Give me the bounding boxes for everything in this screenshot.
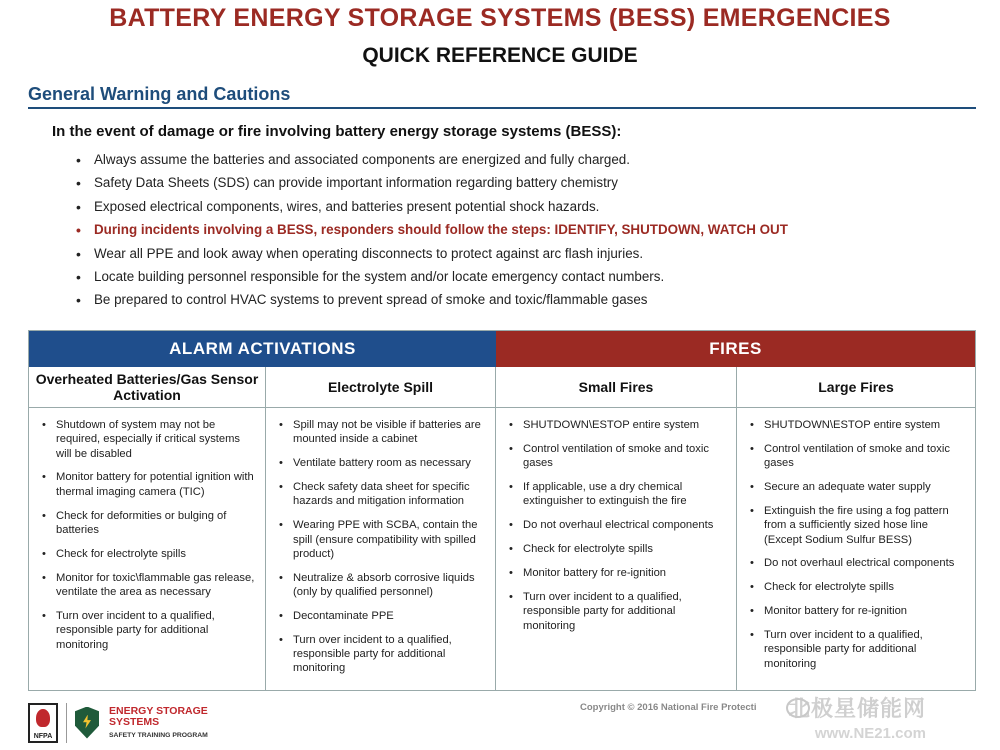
list-item: • Turn over incident to a qualified, responsible party for additional monitoring <box>39 609 257 652</box>
list-item: • Wearing PPE with SCBA, contain the spill (ensure compatibility with spilled product) <box>276 518 487 561</box>
reference-table <box>28 330 976 691</box>
page-title: BATTERY ENERGY STORAGE SYSTEMS (BESS) EMERGENCIES <box>109 4 891 32</box>
list-item: • Monitor battery for re-ignition <box>747 604 967 618</box>
copyright-text: Copyright © 2016 National Fire Protecti <box>580 702 757 713</box>
section-divider <box>28 107 976 109</box>
list-item: • Do not overhaul electrical components <box>506 518 728 532</box>
logo-divider <box>66 703 67 743</box>
warning-item: • Always assume the batteries and associated components are energized and fully charged. <box>74 150 974 173</box>
list-item: • Monitor battery for re-ignition <box>506 566 728 580</box>
list-item: • Turn over incident to a qualified, responsible party for additional monitoring <box>506 590 728 633</box>
list-item: • Shutdown of system may not be required, especially if critical systems will be disabled <box>39 418 257 461</box>
warning-item: • Safety Data Sheets (SDS) can provide important information regarding battery chemistry <box>74 173 974 196</box>
list-item: • SHUTDOWN\ESTOP entire system <box>506 418 728 432</box>
list-item: • Check safety data sheet for specific hazards and mitigation information <box>276 480 487 509</box>
list-item: • SHUTDOWN\ESTOP entire system <box>747 418 967 432</box>
list-item: • Turn over incident to a qualified, responsible party for additional monitoring <box>276 633 487 676</box>
warning-item: • Exposed electrical components, wires, and batteries present potential shock hazards. <box>74 197 974 220</box>
list-item: • Extinguish the fire using a fog pattern from a sufficiently sized hose line (Except Sodium Sulfur BESS) <box>747 504 967 547</box>
list-item: • Check for deformities or bulging of batteries <box>39 509 257 538</box>
column-heading-large-fires: Large Fires <box>737 367 975 408</box>
intro-text: In the event of damage or fire involving battery energy storage systems (BESS): <box>52 123 622 140</box>
ess-logo-text <box>109 706 208 739</box>
page-subtitle: QUICK REFERENCE GUIDE <box>362 44 638 67</box>
list-item: • Control ventilation of smoke and toxic gases <box>506 442 728 471</box>
nfpa-logo <box>28 703 58 743</box>
column-small-fires <box>496 408 737 690</box>
list-item: • Check for electrolyte spills <box>506 542 728 556</box>
ess-title-line2: SYSTEMS <box>109 716 160 728</box>
column-heading-small-fires: Small Fires <box>496 367 737 408</box>
list-item: • Spill may not be visible if batteries are mounted inside a cabinet <box>276 418 487 447</box>
warning-item: • Be prepared to control HVAC systems to prevent spread of smoke and toxic/flammable gases <box>74 290 974 313</box>
list-item: • Monitor for toxic\flammable gas release, ventilate the area as necessary <box>39 571 257 600</box>
column-heading-electrolyte: Electrolyte Spill <box>266 367 496 408</box>
list-item: • Control ventilation of smoke and toxic gases <box>747 442 967 471</box>
section-heading: General Warning and Cautions <box>28 84 291 104</box>
list-item: • Do not overhaul electrical components <box>747 556 967 570</box>
watermark-line2: www.NE21.com <box>814 725 927 742</box>
warning-item-highlight: • During incidents involving a BESS, responders should follow the steps: IDENTIFY, SHUTDOWN, WATCH OUT <box>74 220 974 243</box>
list-item: • Neutralize & absorb corrosive liquids (only by qualified personnel) <box>276 571 487 600</box>
list-item: • Monitor battery for potential ignition with thermal imaging camera (TIC) <box>39 470 257 499</box>
alarm-activations-header: ALARM ACTIVATIONS <box>29 331 496 367</box>
list-item: • Ventilate battery room as necessary <box>276 456 487 470</box>
wechat-icon <box>786 698 810 718</box>
warning-item: • Locate building personnel responsible for the system and/or locate emergency contact numbers. <box>74 267 974 290</box>
fires-header: FIRES <box>496 331 975 367</box>
list-item: • Decontaminate PPE <box>276 609 487 623</box>
column-heading-overheated: Overheated Batteries/Gas Sensor Activation <box>29 367 266 408</box>
ess-subtitle: SAFETY TRAINING PROGRAM <box>109 732 208 739</box>
shield-icon <box>75 707 99 739</box>
warning-item: • Wear all PPE and look away when operating disconnects to protect against arc flash injuries. <box>74 244 974 267</box>
column-large-fires <box>737 408 975 690</box>
column-electrolyte <box>266 408 496 690</box>
list-item: • Secure an adequate water supply <box>747 480 967 494</box>
list-item: • If applicable, use a dry chemical extinguisher to extinguish the fire <box>506 480 728 509</box>
ess-title-line1: ENERGY STORAGE <box>109 705 208 717</box>
list-item: • Check for electrolyte spills <box>747 580 967 594</box>
list-item: • Check for electrolyte spills <box>39 547 257 561</box>
column-overheated <box>29 408 266 690</box>
watermark <box>788 692 926 742</box>
warnings-list <box>74 150 974 314</box>
footer-logos <box>28 700 208 745</box>
list-item: • Turn over incident to a qualified, responsible party for additional monitoring <box>747 628 967 671</box>
flame-icon <box>36 709 50 727</box>
nfpa-label: NFPA <box>33 732 53 740</box>
watermark-line1: 北极星储能网 <box>788 696 927 721</box>
